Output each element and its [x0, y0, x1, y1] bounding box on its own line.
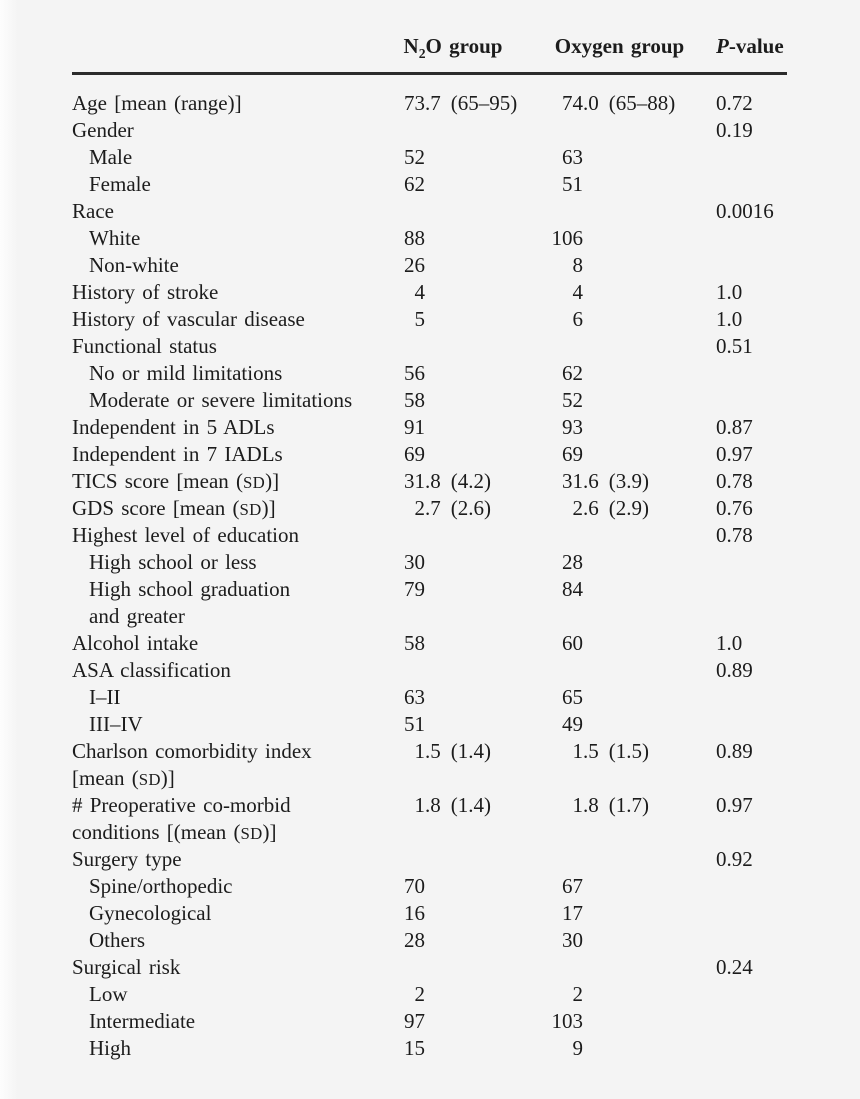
n2o-group-cell	[385, 792, 543, 819]
value-integer-part: 2	[572, 982, 583, 1006]
value-integer-part: 62	[404, 172, 425, 196]
n2o-group-cell	[385, 900, 543, 927]
table-row	[0, 171, 860, 198]
p-value-cell: 0.19	[716, 118, 753, 142]
oxygen-group-cell	[543, 981, 716, 1008]
n2o-group-cell	[385, 468, 543, 495]
oxygen-group-cell	[543, 441, 716, 468]
value-paren-part: (3.9)	[608, 469, 649, 493]
n2o-group-cell	[385, 981, 543, 1008]
oxygen-group-cell	[543, 657, 716, 684]
header-label-spacer	[72, 33, 385, 60]
p-value-cell	[716, 873, 860, 900]
value-integer-part: 70	[404, 874, 425, 898]
value-integer-part: 88	[404, 226, 425, 250]
value-decimal-part: .8	[425, 469, 441, 493]
oxygen-group-cell	[543, 1008, 716, 1035]
value-integer-part: 62	[562, 361, 583, 385]
table-row	[0, 468, 860, 495]
p-value-cell	[716, 387, 860, 414]
row-label: Surgical risk	[72, 955, 181, 979]
table-header-row	[0, 33, 860, 60]
table-row	[0, 306, 860, 333]
row-label: Low	[89, 982, 128, 1006]
oxygen-group-cell	[543, 198, 716, 225]
p-value-cell	[716, 225, 860, 252]
n2o-group-cell	[385, 495, 543, 522]
value-integer-part: 56	[404, 361, 425, 385]
table-row	[0, 1035, 860, 1062]
table-row	[0, 495, 860, 522]
row-label: Intermediate	[89, 1009, 196, 1033]
oxygen-group-cell	[543, 738, 716, 765]
p-value-cell: 0.87	[716, 415, 753, 439]
row-label: Female	[89, 172, 151, 196]
p-value-cell: 0.92	[716, 847, 753, 871]
row-label: History of vascular disease	[72, 307, 305, 331]
p-value-cell: 0.89	[716, 739, 753, 763]
table-row	[0, 981, 860, 1008]
n2o-group-cell	[385, 711, 543, 738]
table-row	[0, 279, 860, 306]
table-row	[0, 117, 860, 144]
oxygen-group-cell	[543, 711, 716, 738]
small-caps-text: SD	[240, 824, 263, 843]
value-integer-part: 1	[414, 739, 425, 763]
column-header-oxygen-group: Oxygen group	[554, 34, 685, 58]
value-integer-part: 63	[404, 685, 425, 709]
value-integer-part: 60	[562, 631, 583, 655]
table-row	[0, 549, 860, 576]
value-integer-part: 2	[414, 982, 425, 1006]
n2o-group-cell	[385, 738, 543, 765]
n2o-group-cell	[385, 144, 543, 171]
n2o-group-cell	[385, 846, 543, 873]
row-label: [mean (SD)]	[72, 766, 175, 790]
value-paren-part: (1.4)	[450, 739, 491, 763]
table-row	[0, 657, 860, 684]
value-integer-part: 31	[562, 469, 583, 493]
p-value-cell: 1.0	[716, 280, 743, 304]
n2o-group-cell	[385, 522, 543, 549]
p-value-cell: 0.97	[716, 442, 753, 466]
row-label: Charlson comorbidity index	[72, 739, 312, 763]
row-label: Independent in 5 ADLs	[72, 415, 275, 439]
value-integer-part: 65	[562, 685, 583, 709]
table-row	[0, 765, 860, 792]
value-integer-part: 1	[572, 793, 583, 817]
n2o-group-cell	[385, 603, 543, 630]
p-value-cell	[716, 900, 860, 927]
table-row	[0, 1008, 860, 1035]
value-decimal-part: .7	[425, 91, 441, 115]
oxygen-group-cell	[543, 144, 716, 171]
small-caps-text: SD	[138, 770, 161, 789]
oxygen-group-cell	[543, 279, 716, 306]
table-row	[0, 90, 860, 117]
value-integer-part: 6	[572, 307, 583, 331]
n2o-group-cell	[385, 198, 543, 225]
oxygen-group-cell	[543, 333, 716, 360]
oxygen-group-cell	[543, 495, 716, 522]
n2o-group-cell	[385, 171, 543, 198]
n2o-group-cell	[385, 684, 543, 711]
row-label: Age [mean (range)]	[72, 91, 242, 115]
value-integer-part: 49	[562, 712, 583, 736]
value-paren-part: (4.2)	[450, 469, 491, 493]
n2o-group-cell	[385, 225, 543, 252]
p-value-rest: -value	[728, 34, 784, 58]
value-integer-part: 15	[404, 1036, 425, 1060]
oxygen-group-cell	[543, 522, 716, 549]
p-value-cell	[716, 252, 860, 279]
row-label: Male	[89, 145, 133, 169]
value-integer-part: 63	[562, 145, 583, 169]
row-label: History of stroke	[72, 280, 219, 304]
table-row	[0, 630, 860, 657]
value-decimal-part: .6	[583, 496, 599, 520]
n2o-group-cell	[385, 90, 543, 117]
p-value-cell: 0.89	[716, 658, 753, 682]
oxygen-group-cell	[543, 252, 716, 279]
header-divider-rule	[72, 72, 787, 75]
n2o-group-cell	[385, 549, 543, 576]
table-row	[0, 738, 860, 765]
p-value-cell: 0.51	[716, 334, 753, 358]
p-value-cell	[716, 1035, 860, 1062]
p-value-cell	[716, 927, 860, 954]
n2o-post: O group	[425, 34, 503, 58]
value-integer-part: 51	[404, 712, 425, 736]
row-label: III–IV	[89, 712, 143, 736]
table-row	[0, 198, 860, 225]
row-label: I–II	[89, 685, 121, 709]
row-label: Gender	[72, 118, 134, 142]
p-value-cell	[716, 1008, 860, 1035]
table-row	[0, 792, 860, 819]
value-decimal-part: .0	[583, 91, 599, 115]
row-label: ASA classification	[72, 658, 231, 682]
value-integer-part: 4	[414, 280, 425, 304]
p-value-cell	[716, 549, 860, 576]
table-row	[0, 846, 860, 873]
oxygen-group-cell	[543, 171, 716, 198]
table-row	[0, 873, 860, 900]
value-integer-part: 2	[572, 496, 583, 520]
value-integer-part: 69	[404, 442, 425, 466]
n2o-group-cell	[385, 360, 543, 387]
table-row	[0, 684, 860, 711]
n2o-subscript: 2	[418, 46, 426, 62]
row-label: conditions [(mean (SD)]	[72, 820, 277, 844]
oxygen-group-cell	[543, 549, 716, 576]
value-paren-part: (1.7)	[608, 793, 649, 817]
row-label: Non-white	[89, 253, 179, 277]
p-value-cell	[716, 819, 860, 846]
value-integer-part: 1	[572, 739, 583, 763]
row-label: White	[89, 226, 141, 250]
n2o-group-cell	[385, 630, 543, 657]
row-label: and greater	[89, 604, 185, 628]
value-decimal-part: .5	[425, 739, 441, 763]
value-integer-part: 84	[562, 577, 583, 601]
n2o-group-cell	[385, 387, 543, 414]
value-paren-part: (2.6)	[450, 496, 491, 520]
table-row	[0, 144, 860, 171]
table-row	[0, 414, 860, 441]
p-value-cell	[716, 684, 860, 711]
p-value-cell: 0.78	[716, 523, 753, 547]
p-value-cell	[716, 576, 860, 603]
n2o-group-cell	[385, 333, 543, 360]
oxygen-group-cell	[543, 792, 716, 819]
oxygen-group-cell	[543, 117, 716, 144]
n2o-group-cell	[385, 252, 543, 279]
table-row	[0, 954, 860, 981]
p-value-cell: 1.0	[716, 307, 743, 331]
oxygen-group-cell	[543, 414, 716, 441]
value-integer-part: 8	[572, 253, 583, 277]
p-value-cell: 0.78	[716, 469, 753, 493]
oxygen-group-cell	[543, 819, 716, 846]
value-integer-part: 79	[404, 577, 425, 601]
row-label: Gynecological	[89, 901, 212, 925]
n2o-group-cell	[385, 765, 543, 792]
n2o-group-cell	[385, 819, 543, 846]
n2o-group-cell	[385, 117, 543, 144]
value-integer-part: 16	[404, 901, 425, 925]
value-integer-part: 67	[562, 874, 583, 898]
value-paren-part: (1.4)	[450, 793, 491, 817]
column-header-n2o-group	[385, 33, 543, 60]
value-paren-part: (65–95)	[450, 91, 518, 115]
value-integer-part: 28	[404, 928, 425, 952]
n2o-group-cell	[385, 441, 543, 468]
value-integer-part: 26	[404, 253, 425, 277]
oxygen-group-cell	[543, 360, 716, 387]
value-paren-part: (2.9)	[608, 496, 649, 520]
p-value-cell: 0.0016	[716, 199, 774, 223]
value-integer-part: 73	[404, 91, 425, 115]
small-caps-text: SD	[239, 500, 262, 519]
p-value-cell	[716, 360, 860, 387]
value-integer-part: 97	[404, 1009, 425, 1033]
n2o-group-cell	[385, 657, 543, 684]
table-body	[0, 90, 860, 1062]
value-integer-part: 2	[414, 496, 425, 520]
table-row	[0, 900, 860, 927]
oxygen-group-cell	[543, 306, 716, 333]
oxygen-group-cell	[543, 765, 716, 792]
value-integer-part: 103	[551, 1009, 583, 1033]
oxygen-group-cell	[543, 873, 716, 900]
oxygen-group-cell	[543, 90, 716, 117]
n2o-group-cell	[385, 279, 543, 306]
p-value-cell	[716, 603, 860, 630]
row-label: High	[89, 1036, 131, 1060]
value-integer-part: 52	[562, 388, 583, 412]
n2o-group-cell	[385, 576, 543, 603]
column-header-p-value	[716, 33, 860, 60]
row-label: # Preoperative co-morbid	[72, 793, 291, 817]
oxygen-group-cell	[543, 900, 716, 927]
value-decimal-part: .8	[583, 793, 599, 817]
value-integer-part: 28	[562, 550, 583, 574]
table-row	[0, 522, 860, 549]
table-row	[0, 576, 860, 603]
table-row	[0, 387, 860, 414]
oxygen-group-cell	[543, 387, 716, 414]
row-label: Moderate or severe limitations	[89, 388, 353, 412]
n2o-group-cell	[385, 1035, 543, 1062]
row-label: Independent in 7 IADLs	[72, 442, 283, 466]
oxygen-group-cell	[543, 927, 716, 954]
table-row	[0, 819, 860, 846]
table-row	[0, 441, 860, 468]
value-integer-part: 51	[562, 172, 583, 196]
oxygen-group-cell	[543, 630, 716, 657]
value-integer-part: 30	[562, 928, 583, 952]
value-integer-part: 31	[404, 469, 425, 493]
oxygen-group-cell	[543, 603, 716, 630]
p-value-cell: 0.24	[716, 955, 753, 979]
p-value-cell	[716, 171, 860, 198]
p-italic: P	[716, 34, 729, 58]
p-value-cell	[716, 765, 860, 792]
table-row	[0, 333, 860, 360]
n2o-group-cell	[385, 954, 543, 981]
value-integer-part: 9	[572, 1036, 583, 1060]
value-paren-part: (65–88)	[608, 91, 676, 115]
row-label: TICS score [mean (SD)]	[72, 469, 280, 493]
row-label: High school graduation	[89, 577, 291, 601]
value-decimal-part: .5	[583, 739, 599, 763]
row-label: Others	[89, 928, 145, 952]
row-label: Alcohol intake	[72, 631, 199, 655]
table-row	[0, 603, 860, 630]
row-label: Spine/orthopedic	[89, 874, 233, 898]
row-label: GDS score [mean (SD)]	[72, 496, 276, 520]
value-integer-part: 58	[404, 631, 425, 655]
n2o-pre: N	[403, 34, 419, 58]
value-decimal-part: .7	[425, 496, 441, 520]
value-integer-part: 93	[562, 415, 583, 439]
table-row	[0, 360, 860, 387]
value-integer-part: 4	[572, 280, 583, 304]
value-integer-part: 69	[562, 442, 583, 466]
value-integer-part: 106	[551, 226, 583, 250]
p-value-cell	[716, 144, 860, 171]
value-integer-part: 17	[562, 901, 583, 925]
value-integer-part: 91	[404, 415, 425, 439]
value-decimal-part: .6	[583, 469, 599, 493]
oxygen-group-cell	[543, 1035, 716, 1062]
oxygen-group-cell	[543, 468, 716, 495]
value-integer-part: 1	[414, 793, 425, 817]
row-label: Functional status	[72, 334, 217, 358]
oxygen-group-cell	[543, 846, 716, 873]
n2o-group-cell	[385, 873, 543, 900]
value-integer-part: 30	[404, 550, 425, 574]
p-value-cell	[716, 981, 860, 1008]
p-value-cell: 0.97	[716, 793, 753, 817]
row-label: No or mild limitations	[89, 361, 283, 385]
row-label: Race	[72, 199, 114, 223]
p-value-cell: 0.76	[716, 496, 753, 520]
value-paren-part: (1.5)	[608, 739, 649, 763]
oxygen-group-cell	[543, 576, 716, 603]
p-value-cell: 0.72	[716, 91, 753, 115]
table-row	[0, 927, 860, 954]
n2o-group-cell	[385, 1008, 543, 1035]
table-row	[0, 225, 860, 252]
n2o-group-cell	[385, 927, 543, 954]
row-label: High school or less	[89, 550, 257, 574]
n2o-group-cell	[385, 306, 543, 333]
table-row	[0, 711, 860, 738]
p-value-cell: 1.0	[716, 631, 743, 655]
value-integer-part: 5	[414, 307, 425, 331]
row-label: Highest level of education	[72, 523, 300, 547]
value-integer-part: 74	[562, 91, 583, 115]
oxygen-group-cell	[543, 684, 716, 711]
p-value-cell	[716, 711, 860, 738]
value-decimal-part: .8	[425, 793, 441, 817]
small-caps-text: SD	[243, 473, 266, 492]
oxygen-group-cell	[543, 225, 716, 252]
value-integer-part: 58	[404, 388, 425, 412]
value-integer-part: 52	[404, 145, 425, 169]
n2o-group-cell	[385, 414, 543, 441]
oxygen-group-cell	[543, 954, 716, 981]
row-label: Surgery type	[72, 847, 182, 871]
table-row	[0, 252, 860, 279]
